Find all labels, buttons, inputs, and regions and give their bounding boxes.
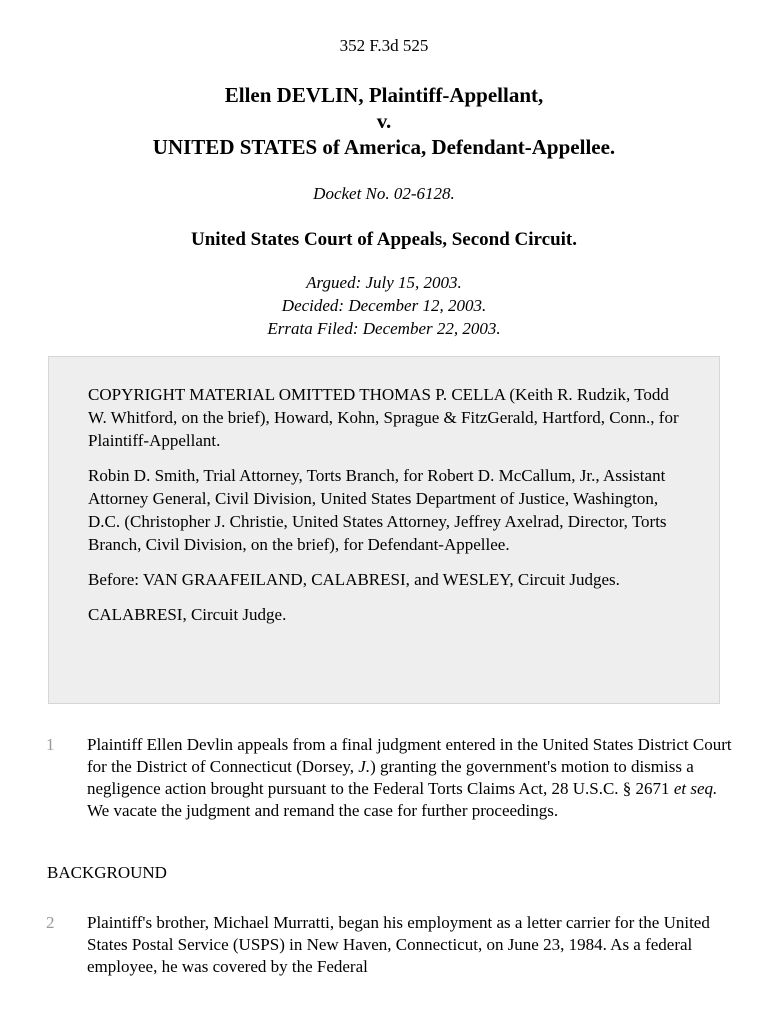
paragraph-text: Plaintiff's brother, Michael Murratti, began his employment as a letter carrier for the United States Postal Service (USPS) in New Haven, Connecticut, on June 23, 1984. As a federal employee, he was covered by the Federal — [87, 913, 710, 976]
panel-judges: Before: VAN GRAAFEILAND, CALABRESI, and WESLEY, Circuit Judges. — [88, 570, 620, 589]
appellee-counsel: Robin D. Smith, Trial Attorney, Torts Branch, for Robert D. McCallum, Jr., Assistant Attorney General, Civil Division, United States Department of Justice, Washington, D.C. (Christopher J. Christie, United States Attorney, Jeffrey Axelrad, Director, Torts Branch, Civil Division, on the brief), for Defendant-Appellee. — [88, 466, 667, 554]
court-name: United States Court of Appeals, Second Circuit. — [191, 229, 577, 250]
counsel-box — [48, 356, 720, 704]
case-caption — [0, 82, 768, 160]
paragraph-text — [87, 734, 737, 822]
section-heading-background: BACKGROUND — [47, 863, 167, 882]
caption-versus: v. — [376, 109, 392, 133]
opinion-author: CALABRESI, Circuit Judge. — [88, 605, 287, 624]
caption-defendant: UNITED STATES of America, Defendant-Appellee. — [152, 135, 616, 159]
paragraph-number: 1 — [46, 735, 55, 754]
case-dates — [0, 271, 768, 340]
docket-number: Docket No. 02-6128. — [313, 184, 455, 203]
case-citation: 352 F.3d 525 — [339, 36, 429, 55]
decided-date: Decided: December 12, 2003. — [281, 296, 487, 315]
paragraph-number: 2 — [46, 913, 55, 932]
paragraph-text-italic: J. — [358, 757, 371, 776]
paragraph-text-italic: et seq. — [673, 779, 718, 798]
paragraph-text-part: ) granting the government's motion to dismiss a negligence action brought pursuant to the Federal Torts Claims Act, 28 U.S.C. § 2671 — [87, 757, 694, 798]
appellant-counsel: COPYRIGHT MATERIAL OMITTED THOMAS P. CELLA (Keith R. Rudzik, Todd W. Whitford, on the brief), Howard, Kohn, Sprague & FitzGerald, Hartford, Conn., for Plaintiff-Appellant. — [88, 385, 679, 450]
errata-date: Errata Filed: December 22, 2003. — [267, 319, 501, 338]
paragraph-text-part: We vacate the judgment and remand the case for further proceedings. — [87, 801, 559, 820]
caption-plaintiff: Ellen DEVLIN, Plaintiff-Appellant, — [224, 83, 544, 107]
argued-date: Argued: July 15, 2003. — [306, 273, 462, 292]
paragraph-text-part: Plaintiff Ellen Devlin appeals from a final judgment entered in the United States District Court for the District of Connecticut (Dorsey, — [87, 735, 732, 776]
